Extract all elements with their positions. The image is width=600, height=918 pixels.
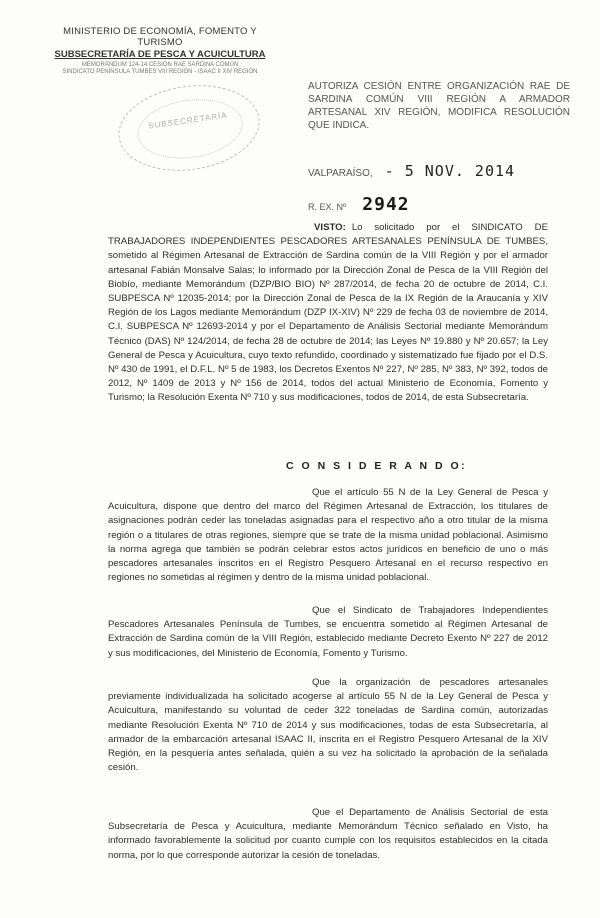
reference-line-2: SINDICATO PENÍNSULA TUMBES VIII REGIÓN - ISAAC II XIV REGIÓN [62,69,258,75]
considerando-heading: C O N S I D E R A N D O: [286,460,468,472]
document-subject: AUTORIZA CESIÓN ENTRE ORGANIZACIÓN RAE DE SARDINA COMÚN VIII REGIÓN A ARMADOR ARTESANAL XIV REGIÓN, MODIFICA RESOLUCIÓN QUE INDICA. [308,81,570,131]
visto-label: VISTO: [314,222,346,233]
reference-line-1: MEMORÁNDUM 124-14 CESIÓN RAE SARDINA COMÚN [81,62,239,68]
visto-text: Lo solicitado por el SINDICATO DE TRABAJADORES INDEPENDIENTES PESCADORES ARTESANALES PENÍNSULA DE TUMBES, sometido al Régimen Artesanal de Extracción de Sardina común de la VIII Región y por el armador artesanal Fabián Monsalve Salas; lo informado por la Dirección Zonal de Pesca de la VIII Región del Biobío, mediante Memorándum (DZP/BIO BIO) Nº 287/2014, de fecha 20 de octubre de 2014, C.I. SUBPESCA Nº 12035-2014; por la Dirección Zonal de Pesca de la IX Región de la Araucanía y XIV Región de los Lagos mediante Memorándum (DZP IX-XIV) Nº 229 de fecha 03 de noviembre de 2014, C.I. SUBPESCA Nº 12693-2014 y por el Departamento de Análisis Sectorial mediante Memorándum Técnico (DAS) Nº 124/2014, de fecha 28 de octubre de 2014; las Leyes Nº 19.880 y Nº 20.657; la Ley General de Pesca y Acuicultura, cuyo texto refundido, coordinado y sistematizado fue fijado por el D.S. Nº 430 de 1991, el D.F.L. Nº 5 de 1983, los Decretos Exentos Nº 227, Nº 285, Nº 383, Nº 392, todos de 2012, Nº 1409 de 2013 y Nº 156 de 2014, todos del actual Ministerio de Economía, Fomento y Turismo; la Resolución Exenta Nº 710 y sus modificaciones, todos de 2014, de esta Subsecretaría. [108,222,548,404]
considerando-paragraph-2: Que el Sindicato de Trabajadores Independientes Pescadores Artesanales Península de Tumbes, se encuentra sometido al Régimen Artesanal de Extracción de Sardina común de la VIII Región, establecido mediante Decreto Exento Nº 227 de 2012 y sus modificaciones, del Ministerio de Economía, Fomento y Turismo. [108,605,548,659]
considerando-paragraph-1: Que el artículo 55 N de la Ley General de Pesca y Acuicultura, dispone que dentro del marco del Régimen Artesanal de Extracción, los titulares de asignaciones podrán ceder las toneladas asignadas para el respectivo año a otro titular de la misma región o a titulares de otras regiones, siempre que se trate de la misma unidad poblacional. Asimismo la norma agrega que también se podrán celebrar estos actos jurídicos en beneficio de uno o más pescadores artesanales inscritos en el Registro Pesquero Artesanal en el recurso respectivo en regiones no sometidas al régimen y dentro de la misma unidad poblacional. [108,487,548,584]
ministry-name: MINISTERIO DE ECONOMÍA, FOMENTO Y TURISMO [63,26,257,48]
resolution-number: 2942 [362,194,410,215]
considerando-paragraph-3: Que la organización de pescadores artesanales previamente individualizada ha solicitado acogerse al artículo 55 N de la Ley General de Pesca y Acuicultura, manifestando su voluntad de ceder 322 toneladas de Sardina común, autorizadas mediante Resolución Exenta Nº 710 de 2014 y sus modificaciones, todas de esta Subsecretaría, al armador de la embarcación artesanal ISAAC II, inscrita en el Registro Pesquero Artesanal de la XIV Región, en la pesquería antes señalada, quién a su vez ha solicitado la aprobación de la señalada cesión. [108,677,548,774]
seal-text: SUBSECRETARÍA [147,110,229,131]
date-line [308,162,515,180]
resolution-number-line [308,194,410,215]
considerando-paragraph-4: Que el Departamento de Análisis Sectorial de esta Subsecretaría de Pesca y Acuicultura, mediante Memorándum Técnico señalado en Visto, ha informado favorablemente la solicitud por cuanto cumple con los requisitos establecidos en la citada norma, por lo que corresponde autorizar la cesión de toneladas. [108,807,548,861]
subsecretaria-name: SUBSECRETARÍA DE PESCA Y ACUICULTURA [54,49,266,60]
date-place: VALPARAÍSO, [308,168,373,179]
official-seal-stamp [113,77,265,180]
letterhead [40,26,280,75]
date-value: - 5 NOV. 2014 [384,162,516,180]
resolution-label: R. EX. Nº [308,202,347,212]
visto-paragraph [108,221,548,406]
